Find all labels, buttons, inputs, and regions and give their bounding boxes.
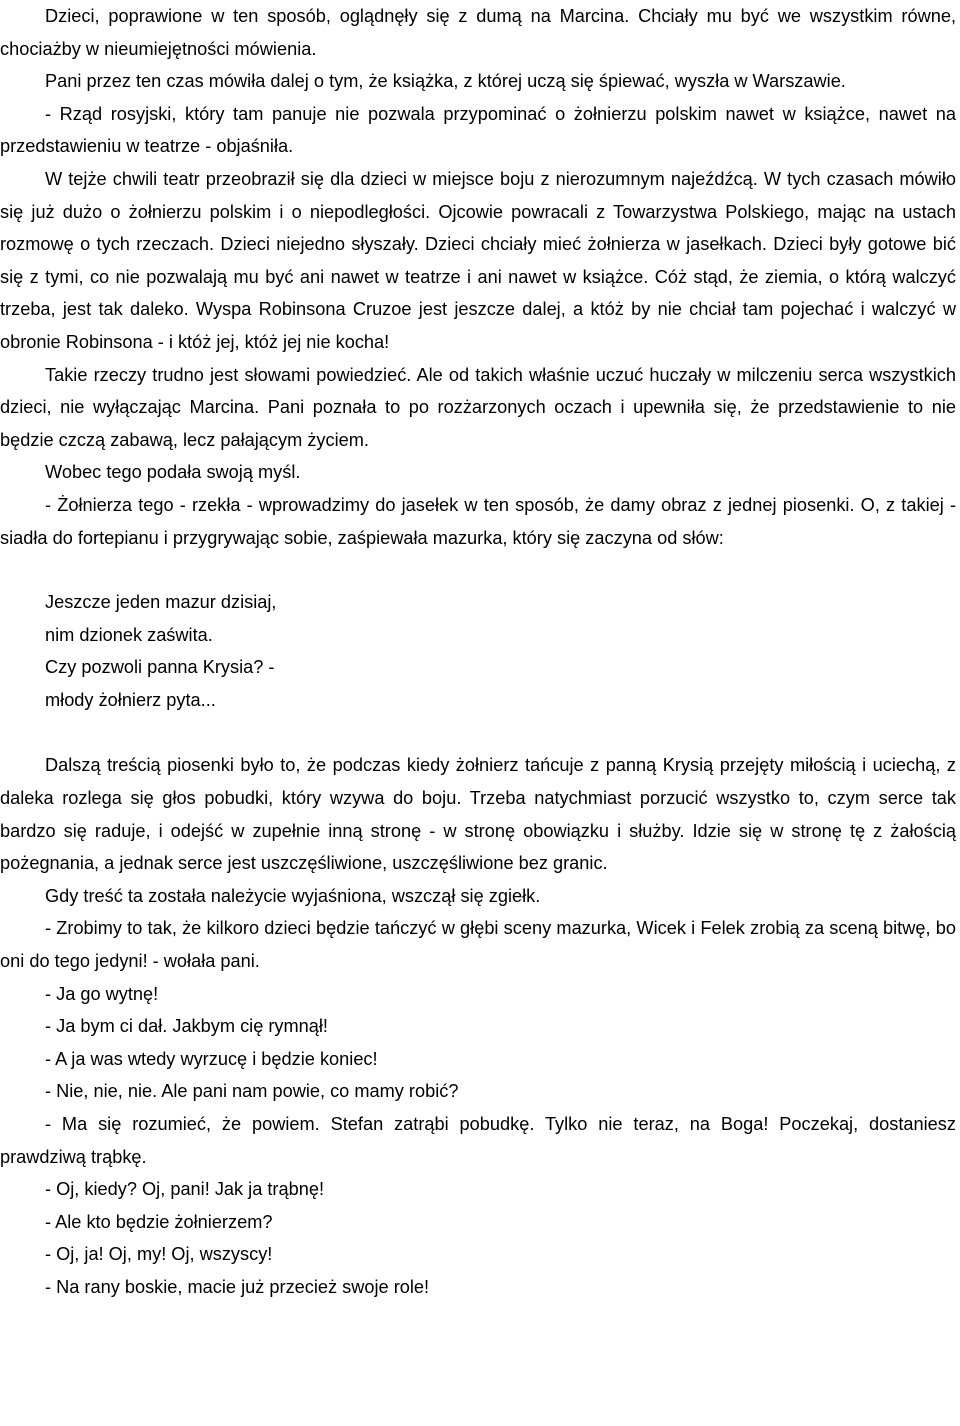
paragraph: Takie rzeczy trudno jest słowami powiedzieć. Ale od takich właśnie uczuć huczały w milczeniu serca wszystkich dzieci, nie wyłączając Marcina. Pani poznała to po rozżarzonych oczach i upewniła się, że przedstawienie to nie będzie czczą zabawą, lecz pałającym życiem. <box>0 364 956 450</box>
paragraph: Pani przez ten czas mówiła dalej o tym, że książka, z której uczą się śpiewać, wyszła w Warszawie. <box>45 71 846 92</box>
poem-stanza <box>0 586 956 716</box>
paragraph: W tejże chwili teatr przeobraził się dla dzieci w miejsce boju z nierozumnym najeźdźcą. W tych czasach mówiło się już dużo o żołnierzu polskim i o niepodległości. Ojcowie powracali z Towarzystwa Polskiego, mając na ustach rozmowę o tych rzeczach. Dzieci niejedno słyszały. Dzieci chciały mieć żołnierza w jasełkach. Dzieci były gotowe bić się z tymi, co nie pozwalają mu być ani nawet w teatrze i ani nawet w książce. Cóż stąd, że ziemia, o którą walczyć trzeba, jest tak daleko. Wyspa Robinsona Cruzoe jest jeszcze dalej, a któż by nie chciał tam pojechać i walczyć w obronie Robinsona - i któż jej, któż jej nie kocha! <box>0 168 956 352</box>
paragraph: - Żołnierza tego - rzekła - wprowadzimy do jasełek w ten sposób, że damy obraz z jednej piosenki. O, z takiej - siadła do fortepianu i przygrywając sobie, zaśpiewała mazurka, który się zaczyna od słów: <box>0 494 956 548</box>
dialogue-line: - A ja was wtedy wyrzucę i będzie koniec! <box>45 1048 378 1069</box>
text-before-poem <box>0 0 956 554</box>
spacer <box>0 716 956 749</box>
dialogue-line: - Oj, kiedy? Oj, pani! Jak ja trąbnę! <box>45 1179 325 1200</box>
poem-line: Jeszcze jeden mazur dzisiaj, <box>45 592 277 613</box>
paragraph: - Rząd rosyjski, który tam panuje nie pozwala przypominać o żołnierzu polskim nawet w książce, nawet na przedstawieniu w teatrze - objaśniła. <box>0 103 956 157</box>
poem-line: Czy pozwoli panna Krysia? - <box>45 657 275 678</box>
dialogue-line: - Nie, nie, nie. Ale pani nam powie, co mamy robić? <box>45 1081 459 1102</box>
paragraph: Gdy treść ta została należycie wyjaśniona, wszczął się zgiełk. <box>45 885 541 906</box>
dialogue-line: - Ja bym ci dał. Jakbym cię rymnął! <box>45 1016 328 1037</box>
paragraph: Dalszą treścią piosenki było to, że podczas kiedy żołnierz tańcuje z panną Krysią przejęty miłością i uciechą, z daleka rozlega się głos pobudki, który wzywa do boju. Trzeba natychmiast porzucić wszystko to, czym serce tak bardzo się raduje, i odejść w zupełnie inną stronę - w stronę obowiązku i służby. Idzie się w stronę tę z żałością pożegnania, a jednak serce jest uszczęśliwione, uszczęśliwione bez granic. <box>0 755 956 874</box>
dialogue-line: - Ale kto będzie żołnierzem? <box>45 1211 273 1232</box>
dialogue-line: - Oj, ja! Oj, my! Oj, wszyscy! <box>45 1244 273 1265</box>
text-after-poem <box>0 749 956 1303</box>
poem-line: nim dzionek zaświta. <box>45 624 213 645</box>
spacer <box>0 554 956 586</box>
paragraph: - Zrobimy to tak, że kilkoro dzieci będzie tańczyć w głębi sceny mazurka, Wicek i Felek zrobią za sceną bitwę, bo oni do tego jedyni! - wołała pani. <box>0 918 956 972</box>
dialogue-line: - Ma się rozumieć, że powiem. Stefan zatrąbi pobudkę. Tylko nie teraz, na Boga! Poczekaj, dostaniesz prawdziwą trąbkę. <box>0 1114 956 1167</box>
paragraph: Wobec tego podała swoją myśl. <box>45 462 301 483</box>
paragraph: Dzieci, poprawione w ten sposób, oglądnęły się z dumą na Marcina. Chciały mu być we wszystkim równe, chociażby w nieumiejętności mówienia. <box>0 6 956 59</box>
dialogue-line: - Na rany boskie, macie już przecież swoje role! <box>45 1276 430 1297</box>
poem-line: młody żołnierz pyta... <box>45 689 216 710</box>
dialogue-line: - Ja go wytnę! <box>45 983 159 1004</box>
